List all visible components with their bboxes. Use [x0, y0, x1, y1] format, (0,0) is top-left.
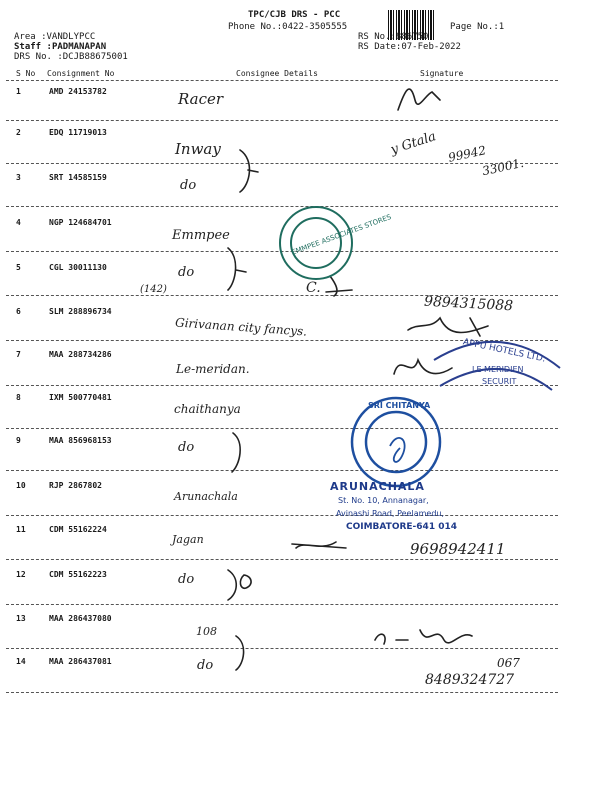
handwritten-phone: 9698942411: [410, 540, 506, 558]
page-number: Page No.:1: [450, 22, 505, 32]
consignment-number: AMD 24153782: [49, 87, 107, 96]
column-header-signature: Signature: [420, 69, 464, 78]
handwritten-ditto: do: [178, 572, 195, 587]
sri-chitanya-stamp: [352, 398, 440, 486]
serial-number: 7: [16, 350, 21, 359]
serial-number: 8: [16, 393, 21, 402]
handwritten-consignee: Arunachala: [174, 490, 238, 503]
arunachala-stamp-line1: ARUNACHALA: [330, 480, 425, 493]
handwritten-consignee: Emmpee: [172, 228, 230, 243]
serial-number: 14: [16, 657, 26, 666]
serial-number: 6: [16, 307, 21, 316]
handwritten-consignee: Inway: [175, 140, 221, 158]
arunachala-stamp-line4: COIMBATORE-641 014: [346, 522, 457, 532]
arunachala-stamp: [330, 480, 457, 532]
serial-number: 10: [16, 481, 26, 490]
consignment-number: MAA 286437081: [49, 657, 112, 666]
handwritten-phone: 9894315088: [423, 293, 514, 315]
page-title: TPC/CJB DRS - PCC: [248, 10, 341, 20]
handwritten-note: 108: [196, 625, 217, 638]
handwritten-phone: 8489324727: [425, 672, 515, 688]
consignment-number: EDQ 11719013: [49, 128, 107, 137]
handwritten-consignee: Jagan: [172, 533, 204, 546]
handwritten-consignee: chaithanya: [174, 402, 241, 416]
handwritten-ditto: do: [178, 440, 195, 455]
handwritten-number: 067: [497, 656, 520, 670]
column-header-consignee: Consignee Details: [236, 69, 318, 78]
appu-hotels-stamp-line2: LE MERIDIEN: [472, 365, 524, 374]
phone-number: Phone No.:0422-3505555: [228, 22, 348, 32]
column-header-sno: S No: [16, 69, 36, 78]
serial-number: 3: [16, 173, 21, 182]
staff-label: Staff :: [14, 42, 52, 52]
arunachala-stamp-line2: St. No. 10, Annanagar,: [338, 496, 429, 505]
appu-hotels-stamp-line3: SECURIT: [482, 377, 517, 386]
sri-chitanya-stamp-text: SRI CHITANYA: [368, 401, 431, 410]
handwritten-consignee: Racer: [178, 90, 224, 108]
area-label: Area :VANDLYPCC: [14, 32, 96, 42]
staff-name: PADMANAPAN: [51, 42, 107, 52]
consignment-number: RJP 2867802: [49, 481, 102, 490]
consignment-number: MAA 288734286: [49, 350, 112, 359]
column-header-consignment: Consignment No: [47, 69, 115, 78]
handwritten-note: C.: [306, 280, 321, 296]
serial-number: 1: [16, 87, 21, 96]
appu-hotels-stamp-text: APPU HOTELS LTD.: [461, 337, 547, 365]
handwritten-number: 33001.: [481, 155, 525, 179]
handwritten-ditto: do: [178, 265, 195, 280]
consignment-number: CDM 55162223: [49, 570, 107, 579]
signature-scribble: [390, 438, 405, 462]
handwritten-signature: y Gtala: [388, 129, 438, 158]
consignment-number: IXM 500770481: [49, 393, 112, 402]
serial-number: 12: [16, 570, 26, 579]
consignment-number: SRT 14585159: [49, 173, 107, 182]
handwritten-ditto: do: [197, 658, 214, 673]
handwritten-number: 99942: [446, 143, 488, 165]
consignment-number: NGP 124684701: [49, 218, 112, 227]
handwritten-consignee: Girivanan city fancys.: [174, 315, 308, 339]
serial-number: 5: [16, 263, 21, 272]
serial-number: 11: [16, 525, 26, 534]
handwritten-note: (142): [140, 284, 167, 295]
rs-date: RS Date:07-Feb-2022: [358, 42, 461, 52]
serial-number: 9: [16, 436, 21, 445]
consignment-number: CGL 30011130: [49, 263, 107, 272]
emmpee-stamp-text: EMMPEE ASSOCIATES STORES: [290, 212, 393, 257]
handwritten-consignee: Le-meridan.: [176, 362, 250, 376]
handwritten-ditto: do: [180, 178, 197, 193]
consignment-number: CDM 55162224: [49, 525, 107, 534]
rs-number: RS No.:886750: [358, 32, 429, 42]
drs-number: DRS No. :DCJB88675001: [14, 52, 128, 62]
consignment-number: MAA 856968153: [49, 436, 112, 445]
consignment-number: MAA 286437080: [49, 614, 112, 623]
serial-number: 13: [16, 614, 26, 623]
arunachala-stamp-line3: Avinashi Road, Peelamedu,: [336, 509, 445, 518]
consignment-number: SLM 288896734: [49, 307, 112, 316]
serial-number: 4: [16, 218, 21, 227]
serial-number: 2: [16, 128, 21, 137]
